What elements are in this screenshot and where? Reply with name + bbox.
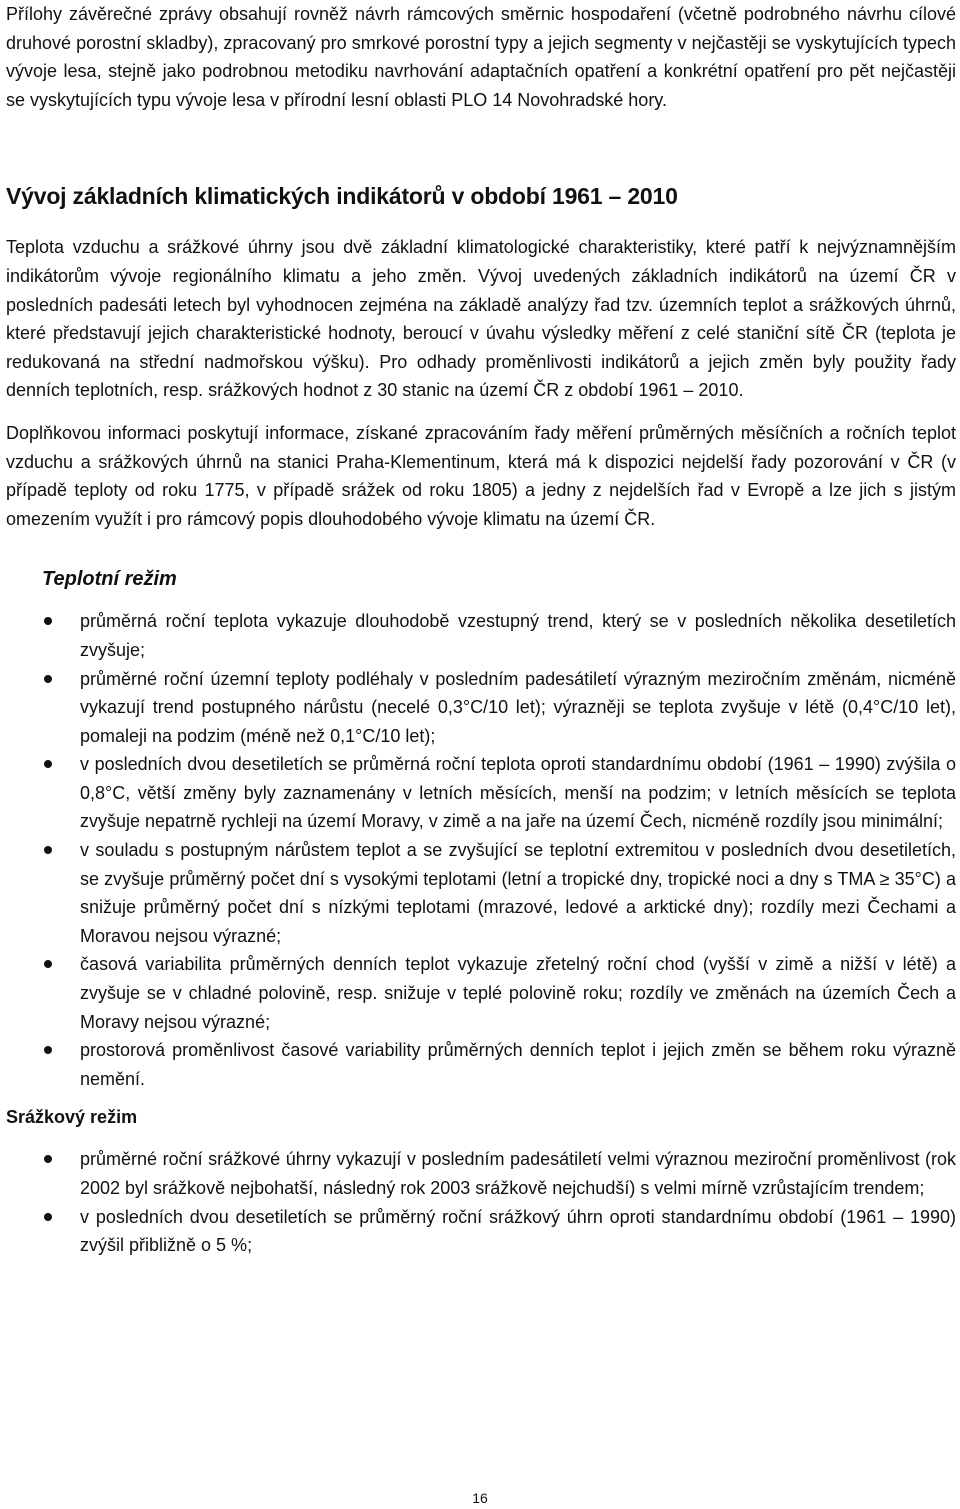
list-item <box>6 607 956 664</box>
list-item-text: průměrné roční územní teploty podléhaly v posledním padesátiletí výrazným meziročním změnám, nicméně vykazují trend postupného nárůstu (necelé 0,3°C/10 let); výrazněji se teplota zvyšuje v létě (0,4°C/10 let), pomaleji na podzim (méně než 0,1°C/10 let); <box>80 668 956 746</box>
list-item-text: v posledních dvou desetiletích se průměrný roční srážkový úhrn oproti standardnímu období (1961 – 1990) zvýšil přibližně o 5 %; <box>80 1206 956 1256</box>
temperature-list <box>6 607 956 1093</box>
temperature-heading: Teplotní režim <box>42 568 177 591</box>
section-heading: Vývoj základních klimatických indikátorů v období 1961 – 2010 <box>6 183 678 210</box>
list-item-text: v posledních dvou desetiletích se průměrná roční teplota oproti standardnímu období (1961 – 1990) zvýšila o 0,8°C, větší změny byly zaznamenány v letních měsících, menší na podzim; v letních měsících se teplota zvyšuje nepatrně rychleji na území Moravy, v zimě a na jaře na území Čech, nicméně rozdíly jsou minimální; <box>80 754 956 832</box>
list-item-text: v souladu s postupným nárůstem teplot a se zvyšující se teplotní extremitou v posledních dvou desetiletích, se zvyšuje průměrný počet dní s vysokými teplotami (letní a tropické dny, tropické noci a dny s TMA ≥ 35°C) a snižuje průměrný počet dní s nízkými teplotami (mrazové, ledové a arktické dny); rozdíly mezi Čechami a Moravou nejsou výrazné; <box>80 840 956 946</box>
list-item <box>6 1036 956 1093</box>
intro-paragraph: Přílohy závěrečné zprávy obsahují rovněž návrh rámcových směrnic hospodaření (včetně podrobného návrhu cílové druhové porostní skladby), zpracovaný pro smrkové porostní typy a jejich segmenty v nejčastěji se vyskytujících typech vývoje lesa, stejně jako podrobnou metodiku navrhování adaptačních opatření a konkrétní opatření pro pět nejčastěji se vyskytujících typu vývoje lesa v přírodní lesní oblasti PLO 14 Novohradské hory. <box>6 4 956 110</box>
bullet-icon <box>44 960 52 968</box>
list-item <box>6 950 956 1036</box>
document-page <box>6 0 956 1260</box>
list-item <box>6 665 956 751</box>
page-number: 16 <box>472 1490 488 1506</box>
bullet-icon <box>44 675 52 683</box>
list-item-text: průměrná roční teplota vykazuje dlouhodobě vzestupný trend, který se v posledních několika desetiletích zvyšuje; <box>80 611 956 660</box>
additional-paragraph: Doplňkovou informaci poskytují informace, získané zpracováním řady měření průměrných měsíčních a ročních teplot vzduchu a srážkových úhrnů na stanici Praha-Klementinum, která má k dispozici nejdelší řady pozorování v ČR (v případě teploty od roku 1775, v případě srážek od roku 1805) a jedny z nejdelších řad v Evropě a lze jich s jistým omezením využít i pro rámcový popis dlouhodobého vývoje klimatu na území ČR. <box>6 422 956 529</box>
precipitation-list <box>6 1145 956 1259</box>
bullet-icon <box>44 1155 52 1163</box>
list-item <box>6 836 956 950</box>
bullet-icon <box>44 617 52 625</box>
bullet-icon <box>44 760 52 768</box>
list-item <box>6 750 956 836</box>
bullet-icon <box>44 846 52 854</box>
list-item-text: časová variabilita průměrných denních teplot vykazuje zřetelný roční chod (vyšší v zimě a nižší v létě) a zvyšuje se v chladné polovině, resp. snižuje v teplé polovině roku; rozdíly ve změnách na územích Čech a Moravy nejsou výrazné; <box>80 954 956 1032</box>
precipitation-heading: Srážkový režim <box>6 1107 138 1128</box>
climate-paragraph: Teplota vzduchu a srážkové úhrny jsou dvě základní klimatologické charakteristiky, které patří k nejvýznamnějším indikátorům vývoje regionálního klimatu a jeho změn. Vývoj uvedených základních indikátorů na území ČR v posledních padesáti letech byl vyhodnocen zejména na základě analýzy řad tzv. územních teplot a srážkových úhrnů, které představují jejich charakteristické hodnoty, beroucí v úvahu výsledky měření z celé staniční sítě ČR (teplota je redukovaná na střední nadmořskou výšku). Pro odhady proměnlivosti indikátorů a jejich změn byly použity řady denních teplotních, resp. srážkových hodnot z 30 stanic na území ČR z období 1961 – 2010. <box>6 237 956 401</box>
list-item-text: prostorová proměnlivost časové variability průměrných denních teplot i jejich změn se během roku výrazně nemění. <box>80 1040 956 1089</box>
bullet-icon <box>44 1213 52 1221</box>
list-item <box>6 1203 956 1260</box>
list-item-text: průměrné roční srážkové úhrny vykazují v posledním padesátiletí velmi výraznou meziroční proměnlivost (rok 2002 byl srážkově nejbohatší, následný rok 2003 srážkově nejchudší) s velmi mírně vzrůstajícím trendem; <box>80 1149 956 1198</box>
list-item <box>6 1145 956 1202</box>
bullet-icon <box>44 1046 52 1054</box>
